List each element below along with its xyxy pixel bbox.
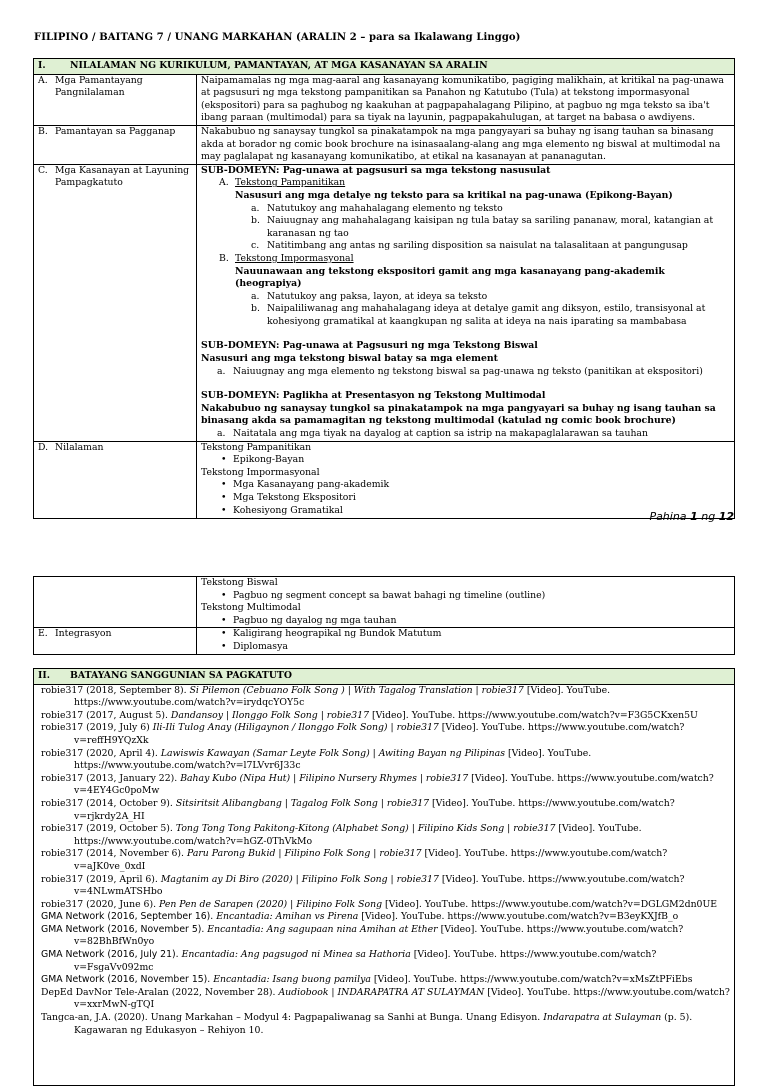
reference-entry bbox=[38, 823, 730, 848]
reference-author: robie317 (2020, June 6). bbox=[41, 898, 159, 910]
reference-title: Indarapatra at Sulayman bbox=[543, 1012, 662, 1024]
bullet-text: Mga Tekstong Ekspositori bbox=[233, 492, 356, 503]
bullet-text: Kaligirang heograpikal ng Bundok Matutum bbox=[233, 628, 442, 640]
reference-author: DepEd DavNor Tele-Aralan (2022, November 28). bbox=[41, 986, 279, 998]
bullet-list bbox=[201, 628, 730, 653]
objective-marker: a. bbox=[251, 202, 260, 214]
row-label-cell bbox=[34, 74, 197, 125]
learning-goal: Nakabubuo ng sanaysay tungkol sa pinakatampok na mga pangyayari sa buhay ng isang tauhan sa binasang akda sa pamamagitan ng tekstong multimodal (katulad ng comic book brochure) bbox=[201, 402, 716, 427]
objective-list-multimodal bbox=[201, 428, 730, 441]
reference-title: Encantadia: Ang sagupaan nina Amihan at Ether bbox=[207, 923, 438, 935]
section-number: II. bbox=[38, 670, 50, 681]
row-content bbox=[197, 441, 735, 519]
bullet-icon: • bbox=[221, 628, 227, 640]
subdomain-heading: SUB-DOMEYN: Pag-unawa at Pagsusuri ng mga Tekstong Biswal bbox=[201, 340, 538, 352]
row-kasanayan bbox=[34, 164, 735, 441]
reference-source: [Video]. YouTube. https://www.youtube.com/watch?v=reffH9YQzXk bbox=[74, 722, 685, 746]
section-title: NILALAMAN NG KURIKULUM, PAMANTAYAN, AT MGA KASANAYAN SA ARALIN bbox=[70, 60, 488, 71]
reference-entry bbox=[38, 748, 730, 773]
subsection-mark: B. bbox=[219, 252, 229, 264]
objective-item bbox=[201, 303, 730, 328]
reference-title: Sitsiritsit Alibangbang | Tagalog Folk Song | robie317 bbox=[175, 797, 430, 809]
reference-entry bbox=[38, 924, 730, 949]
objective-item bbox=[201, 366, 730, 379]
section-header bbox=[34, 59, 735, 75]
objective-marker: a. bbox=[217, 365, 226, 377]
reference-title: Encantadia: Ang pagsugod ni Minea sa Hathoria bbox=[181, 949, 411, 961]
subsection-heading bbox=[201, 253, 730, 266]
reference-entry bbox=[38, 773, 730, 798]
reference-title: Pen Pen de Sarapen (2020) | Filipino Folk Song bbox=[158, 898, 383, 910]
row-label bbox=[38, 126, 192, 139]
objective-list-biswal bbox=[201, 366, 730, 379]
page-number-total: 12 bbox=[718, 510, 734, 523]
objective-item bbox=[201, 215, 730, 240]
learning-goal: Nasusuri ang mga detalye ng teksto para sa kritikal na pag-unawa (Epikong-Bayan) bbox=[235, 189, 673, 201]
bullet-item bbox=[201, 641, 730, 654]
reference-title: Bahay Kubo (Nipa Hut) | Filipino Nursery Rhymes | robie317 bbox=[180, 772, 469, 784]
reference-source: [Video]. YouTube. https://www.youtube.com/watch?v=4EY4Gc0poMw bbox=[74, 772, 714, 797]
objective-text: Naipaliliwanag ang mahahalagang ideya at detalye gamit ang diksyon, estilo, transisyonal at kohesiyong gramatikal at kaangkupan ng salita at ideya na nais iparating sa mambabasa bbox=[267, 303, 706, 327]
row-label-cell bbox=[34, 125, 197, 164]
row-label-text: Pamantayan sa Pagganap bbox=[55, 125, 176, 137]
bullet-text: Epikong-Bayan bbox=[233, 454, 305, 466]
row-label-cell bbox=[34, 628, 197, 654]
row-letter: E. bbox=[38, 628, 48, 640]
content-heading: Tekstong Pampanitikan bbox=[201, 441, 312, 453]
reference-entry bbox=[38, 911, 730, 924]
row-letter: B. bbox=[38, 125, 48, 137]
row-label bbox=[38, 165, 192, 190]
row-label-text: Mga Kasanayan at Layuning Pampagkatuto bbox=[55, 164, 190, 189]
references-table bbox=[33, 668, 735, 1086]
subdomain-heading: SUB-DOMEYN: Paglikha at Presentasyon ng Tekstong Multimodal bbox=[201, 390, 546, 402]
reference-title: Ili-Ili Tulog Anay (Hiligaynon / Ilonggo Folk Song) | robie317 bbox=[152, 722, 439, 734]
reference-author: robie317 (2018, September 8). bbox=[41, 684, 190, 696]
references-row bbox=[34, 684, 735, 1085]
reference-source: [Video]. YouTube. https://www.youtube.com/watch?v=B3eyKXJfB_o bbox=[358, 911, 679, 923]
reference-title: Tong Tong Tong Pakitong-Kitong (Alphabet Song) | Filipino Kids Song | robie317 bbox=[175, 823, 556, 835]
row-label-text: Nilalaman bbox=[55, 441, 104, 453]
bullet-icon: • bbox=[221, 589, 227, 601]
section-number: I. bbox=[38, 60, 46, 71]
reference-author: GMA Network (2016, November 15). bbox=[41, 974, 214, 986]
reference-entry bbox=[38, 949, 730, 974]
row-integrasyon bbox=[34, 628, 735, 654]
bullet-item bbox=[201, 628, 730, 641]
reference-source: [Video]. YouTube. https://www.youtube.com/watch?v=l7LVvr6J33c bbox=[74, 747, 592, 772]
reference-entry bbox=[38, 974, 730, 987]
bullet-icon: • bbox=[221, 492, 227, 503]
section-header-cell bbox=[34, 59, 735, 75]
page-title: FILIPINO / BAITANG 7 / UNANG MARKAHAN (ARALIN 2 – para sa Ikalawang Linggo) bbox=[34, 32, 521, 43]
reference-author: robie317 (2013, January 22). bbox=[41, 772, 181, 784]
row-label-text: Integrasyon bbox=[55, 628, 112, 640]
bullet-icon: • bbox=[221, 479, 227, 491]
curriculum-table-continued bbox=[33, 576, 735, 655]
objective-item bbox=[201, 428, 730, 441]
objective-item bbox=[201, 203, 730, 216]
objective-item bbox=[201, 291, 730, 304]
reference-entry bbox=[38, 798, 730, 823]
section-header bbox=[34, 669, 735, 685]
reference-title: Encantadia: Amihan vs Pirena bbox=[216, 911, 359, 923]
objective-list-b bbox=[201, 291, 730, 329]
reference-author: robie317 (2019, October 5). bbox=[41, 823, 176, 835]
reference-entry bbox=[38, 1012, 730, 1037]
subsection-heading bbox=[201, 177, 730, 190]
reference-source: [Video]. YouTube. https://www.youtube.com/watch?v=4NLwmATSHbo bbox=[74, 873, 685, 898]
reference-author: robie317 (2019, July 6) bbox=[41, 722, 153, 734]
objective-text: Naiuugnay ang mahahalagang kaisipan ng tula batay sa sariling pananaw, moral, katangian at karanasan ng tao bbox=[267, 215, 714, 239]
content-heading: Tekstong Multimodal bbox=[201, 602, 301, 614]
reference-source: (p. 5). Kagawaran ng Edukasyon – Rehiyon 10. bbox=[74, 1012, 693, 1036]
page-number bbox=[649, 510, 734, 523]
bullet-list bbox=[201, 454, 730, 467]
objective-text: Natitimbang ang antas ng sariling disposition sa naisulat na talasalitaan at pangungusap bbox=[267, 240, 688, 252]
objective-item bbox=[201, 240, 730, 253]
reference-entry bbox=[38, 899, 730, 912]
reference-author: GMA Network (2016, November 5). bbox=[41, 923, 208, 935]
reference-source: [Video]. YouTube. https://www.youtube.com/watch?v=hGZ-0ThVkMo bbox=[74, 823, 642, 847]
row-nilalaman-continued bbox=[34, 577, 735, 628]
objective-text: Natutukoy ang mahahalagang elemento ng teksto bbox=[267, 202, 503, 214]
row-content bbox=[197, 164, 735, 441]
bullet-item bbox=[201, 615, 730, 628]
reference-source: [Video]. YouTube. https://www.youtube.com/watch?v=DGLGM2dn0UE bbox=[382, 898, 718, 910]
objective-marker: c. bbox=[251, 240, 260, 252]
subsection-title: Tekstong Impormasyonal bbox=[235, 252, 354, 264]
bullet-item bbox=[201, 590, 730, 603]
reference-title: Lawiswis Kawayan (Samar Leyte Folk Song) | Awiting Bayan ng Pilipinas bbox=[160, 747, 505, 759]
reference-author: robie317 (2014, November 6). bbox=[41, 848, 187, 860]
row-letter: D. bbox=[38, 441, 49, 453]
reference-source: [Video]. YouTube. https://www.youtube.com/watch?v=82BhBfWn0yo bbox=[74, 923, 684, 948]
objective-marker: a. bbox=[217, 428, 226, 440]
objective-marker: a. bbox=[251, 290, 260, 302]
bullet-icon: • bbox=[221, 454, 227, 466]
objective-text: Natutukoy ang paksa, layon, at ideya sa teksto bbox=[267, 290, 488, 302]
content-heading: Tekstong Biswal bbox=[201, 577, 278, 588]
bullet-icon: • bbox=[221, 640, 227, 652]
page-number-prefix: Pahina bbox=[649, 510, 687, 523]
row-label bbox=[38, 75, 192, 100]
learning-goal: Nauunawaan ang tekstong ekspositori gamit ang mga kasanayang pang-akademik (heograpiya) bbox=[235, 265, 665, 290]
reference-title: Magtanim ay Di Biro (2020) | Filipino Folk Song | robie317 bbox=[160, 873, 439, 885]
reference-source: [Video]. YouTube. https://www.youtube.com/watch?v=xMsZtPFiEbs bbox=[370, 974, 693, 986]
row-label-cell bbox=[34, 577, 197, 628]
bullet-text: Mga Kasanayang pang-akademik bbox=[233, 479, 390, 491]
objective-text: Naiuugnay ang mga elemento ng tekstong biswal sa pag-unawa ng teksto (panitikan at ekspositori) bbox=[233, 365, 703, 377]
reference-title: Audiobook | INDARAPATRA AT SULAYMAN bbox=[278, 986, 485, 998]
reference-title: Si Pilemon (Cebuano Folk Song ) | With Tagalog Translation | robie317 bbox=[189, 684, 524, 696]
bullet-item bbox=[201, 479, 730, 492]
reference-title: Encantadia: Isang buong pamilya bbox=[213, 974, 371, 986]
subsection-mark: A. bbox=[219, 177, 229, 189]
page-number-current: 1 bbox=[690, 510, 698, 523]
bullet-text: Pagbuo ng segment concept sa bawat bahagi ng timeline (outline) bbox=[233, 589, 546, 601]
row-label-cell bbox=[34, 441, 197, 519]
reference-source: [Video]. YouTube. https://www.youtube.com/watch?v=aJK0ve_0xdI bbox=[74, 848, 668, 872]
objective-list-a bbox=[201, 203, 730, 253]
reference-author: GMA Network (2016, July 21). bbox=[41, 949, 182, 961]
bullet-icon: • bbox=[221, 614, 227, 626]
reference-entry bbox=[38, 685, 730, 710]
row-content bbox=[197, 628, 735, 654]
reference-author: robie317 (2014, October 9). bbox=[41, 797, 176, 809]
learning-goal: Nasusuri ang mga tekstong biswal batay sa mga element bbox=[201, 353, 498, 365]
reference-entry bbox=[38, 848, 730, 873]
reference-title: Dandansoy | Ilonggo Folk Song | robie317 bbox=[170, 709, 369, 721]
bullet-item bbox=[201, 492, 730, 505]
row-label bbox=[38, 442, 192, 455]
reference-author: Tangca-an, J.A. (2020). Unang Markahan – Modyul 4: Pagpapaliwanag sa Sanhi at Bunga. Unang Edisyon. bbox=[41, 1012, 544, 1024]
bullet-icon: • bbox=[221, 504, 227, 516]
reference-author: robie317 (2017, August 5). bbox=[41, 709, 171, 721]
reference-entry bbox=[38, 987, 730, 1012]
row-content bbox=[197, 577, 735, 628]
row-label-text: Mga Pamantayang Pangnilalaman bbox=[55, 74, 143, 99]
section-header-cell bbox=[34, 669, 735, 685]
row-nilalaman bbox=[34, 441, 735, 519]
reference-entry bbox=[38, 722, 730, 747]
reference-author: robie317 (2020, April 4). bbox=[41, 747, 161, 759]
reference-source: [Video]. YouTube. https://www.youtube.com/watch?v=rjkrdy2A_HI bbox=[74, 797, 675, 822]
reference-title: Paru Parong Bukid | Filipino Folk Song | robie317 bbox=[186, 848, 422, 860]
reference-source: [Video]. YouTube. https://www.youtube.com/watch?v=F3G5CKxen5U bbox=[369, 709, 698, 721]
reference-source: [Video]. YouTube. https://www.youtube.com/watch?v=FsgaVv092mc bbox=[74, 949, 657, 973]
row-label bbox=[38, 628, 192, 641]
reference-source: [Video]. YouTube. https://www.youtube.com/watch?v=xxrMwN-gTQI bbox=[74, 986, 730, 1011]
row-letter: C. bbox=[38, 164, 48, 176]
subsection-title: Tekstong Pampanitikan bbox=[235, 177, 346, 189]
bullet-item bbox=[201, 454, 730, 467]
reference-entry bbox=[38, 874, 730, 899]
objective-marker: b. bbox=[251, 215, 260, 227]
row-pamantayang-pangnilalaman bbox=[34, 74, 735, 125]
bullet-text: Diplomasya bbox=[233, 640, 288, 652]
reference-author: GMA Network (2016, September 16). bbox=[41, 911, 217, 923]
bullet-text: Pagbuo ng dayalog ng mga tauhan bbox=[233, 614, 397, 626]
reference-author: robie317 (2019, April 6). bbox=[41, 873, 161, 885]
bullet-text: Kohesiyong Gramatikal bbox=[233, 504, 343, 516]
row-letter: A. bbox=[38, 74, 48, 86]
row-content: Nakabubuo ng sanaysay tungkol sa pinakatampok na mga pangyayari sa buhay ng isang tauhan sa binasang akda at borador ng comic book brochure na isinasaalang-alang ang mga elemento ng biswal at multimodal na may paglalapat ng kasanayang komunikatibo, at etikal na kasanayan at pananagutan. bbox=[197, 125, 735, 164]
section-title: BATAYANG SANGGUNIAN SA PAGKATUTO bbox=[70, 670, 292, 681]
row-pamantayan-sa-pagganap bbox=[34, 125, 735, 164]
references-list bbox=[34, 684, 735, 1085]
objective-marker: b. bbox=[251, 303, 260, 315]
row-label-cell bbox=[34, 164, 197, 441]
bullet-list bbox=[201, 590, 730, 603]
objective-text: Naitatala ang mga tiyak na dayalog at caption sa istrip na makapaglalarawan sa tauhan bbox=[233, 428, 648, 440]
subdomain-heading: SUB-DOMEYN: Pag-unawa at pagsusuri sa mga tekstong nasusulat bbox=[201, 164, 551, 176]
reference-entry bbox=[38, 710, 730, 723]
curriculum-table bbox=[33, 58, 735, 519]
bullet-list bbox=[201, 615, 730, 628]
row-content: Naipamamalas ng mga mag-aaral ang kasanayang komunikatibo, pagiging malikhain, at kritikal na pag-unawa at pagsusuri ng mga tekstong pampanitikan sa Panahon ng Katutubo (Tula) at tekstong impormasyonal (ekspositori) para sa paghubog ng kaakuhan at pagpapahalagang Pilipino, at pagbuo ng mga teksto sa iba't ibang paraan (multimodal) para sa tiyak na layunin, pagpapakahulugan, at target na babasa o awdiyens. bbox=[197, 74, 735, 125]
reference-source: [Video]. YouTube. https://www.youtube.com/watch?v=irydqcYOY5c bbox=[74, 684, 611, 709]
content-heading: Tekstong Impormasyonal bbox=[201, 466, 320, 478]
page-number-of: ng bbox=[701, 510, 716, 523]
